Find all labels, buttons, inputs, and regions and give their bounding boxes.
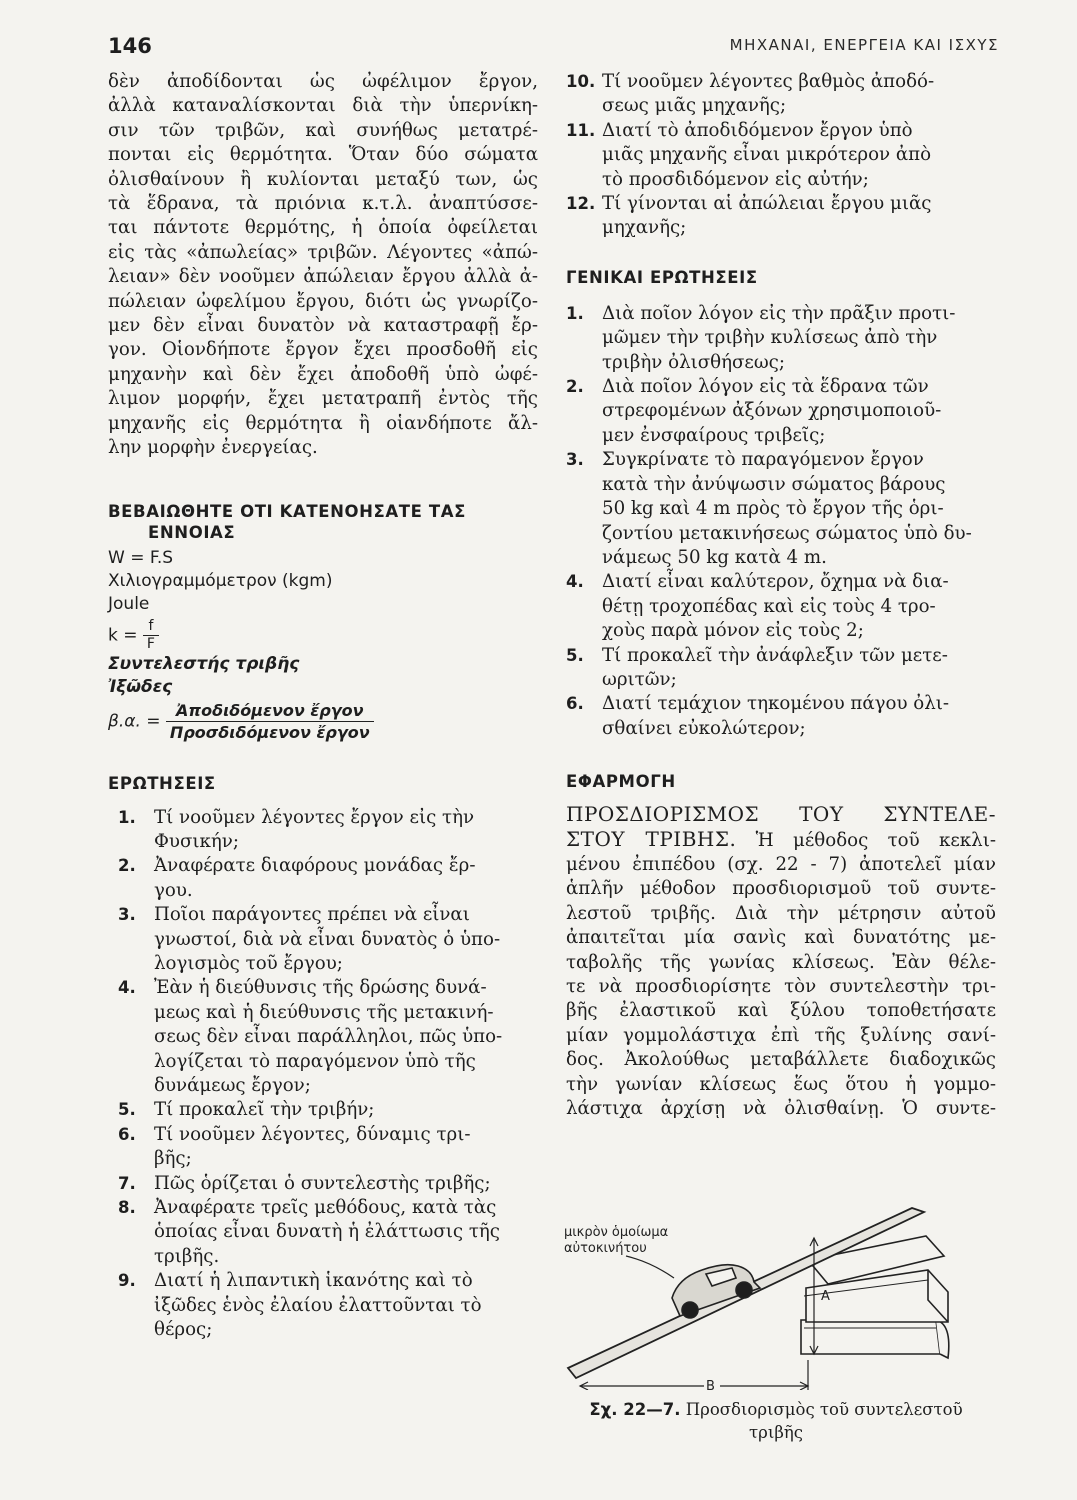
figure-label-line1: μικρὸν ὁμοίωμα — [564, 1225, 669, 1240]
unit-joule: Joule — [108, 593, 150, 614]
question-item: 5. Τί προκαλεῖ τὴν τριβήν; — [118, 1099, 375, 1121]
work-formula: W = F.S — [108, 547, 174, 568]
intro-line: γον. Οἱονδήποτε ἔργον ἔχει προσδοθῆ εἰς — [108, 339, 538, 361]
question-item: 9. Διατί ἡ λιπαντικὴ ἱκανότης καὶ τὸ ἰξῶδες ἑνὸς ἐλαίου ἐλαττοῦνται τὸ θέρος; — [118, 1270, 482, 1341]
general-questions-heading: ΓΕΝΙΚΑΙ ΕΡΩΤΗΣΕΙΣ — [566, 267, 758, 287]
question-item: 10. Τί νοοῦμεν λέγοντες βαθμὸς ἀποδό- σεως μιᾶς μηχανῆς; — [566, 71, 935, 117]
application-title-line: ΠΡΟΣΔΙΟΡΙΣΜΟΣ ΤΟΥ ΣΥΝΤΕΛΕ- — [566, 802, 996, 827]
left-column — [108, 70, 538, 1342]
intro-line: ὀλισθαίνουν ἢ κυλίονται μεταξύ των, ὡς — [108, 168, 538, 190]
intro-line: δὲν ἀποδίδονται ὡς ὠφέλιμον ἔργον, — [108, 71, 538, 92]
general-question-item: 1. Διὰ ποῖον λόγον εἰς τὴν πρᾶξιν προτι- μῶμεν τὴν τριβὴν κυλίσεως ἀπὸ τὴν τριβὴν ὀλισθήσεως; — [566, 302, 956, 373]
concepts-heading: ΒΕΒΑΙΩΘΗΤΕ ΟΤΙ ΚΑΤΕΝΟΗΣΑΤΕ ΤΑΣ ΕΝΝΟΙΑΣ — [108, 501, 466, 542]
page-number: 146 — [108, 34, 152, 58]
application-line: βῆς ἐλαστικοῦ καὶ ξύλου τοποθετήσατε — [566, 1000, 996, 1022]
application-line: λάστιχα ἀρχίσῃ νὰ ὀλισθαίνῃ. Ὁ συντε- — [566, 1098, 996, 1120]
questions-heading: ΕΡΩΤΗΣΕΙΣ — [108, 773, 216, 793]
figure-caption — [556, 1398, 996, 1444]
running-title: ΜΗΧΑΝΑΙ, ΕΝΕΡΓΕΙΑ ΚΑΙ ΙΣΧΥΣ — [729, 36, 999, 54]
figure-label-line2: αὐτοκινήτου — [564, 1241, 647, 1256]
general-questions-list — [566, 302, 996, 741]
intro-line: μεν δὲν εἶναι δυνατὸν νὰ καταστραφῇ ἔρ- — [108, 315, 538, 337]
questions-list — [118, 806, 538, 1343]
caption-line2: τριβῆς — [749, 1423, 803, 1442]
application-heading: ΕΦΑΡΜΟΓΗ — [566, 772, 676, 792]
application-line: τὴν γωνίαν κλίσεως ἕως ὅτου ἡ γομμο- — [566, 1073, 996, 1095]
intro-line: σιν τῶν τριβῶν, καὶ συνήθως μετατρέ- — [108, 119, 538, 141]
intro-line: μηχανῆς εἰς θερμότητα ἢ οἱανδήποτε ἄλ- — [108, 412, 538, 434]
figure-leader-line — [626, 1256, 674, 1278]
application-text — [566, 802, 996, 1121]
general-question-item: 2. Διὰ ποῖον λόγον εἰς τὰ ἕδρανα τῶν στρεφομένων ἀξόνων χρησιμοποιοῦ- μεν ἐνσφαίρους τριβεῖς; — [566, 376, 942, 446]
inclined-plane-figure — [556, 1200, 996, 1390]
question-item: 11. Διατί τὸ ἀποδιδόμενον ἔργον ὑπὸ μιᾶς μηχανῆς εἶναι μικρότερον ἀπὸ τὸ προσδιδόμενον εἰς αὐτήν; — [566, 119, 932, 190]
intro-line: λιμον μορφήν, ἔχει μετατραπῆ ἐντὸς τῆς — [108, 388, 538, 410]
application-line: ἀπαιτεῖται μία σανὶς καὶ δυνατότης με- — [566, 927, 996, 949]
intro-line: ται πάντοτε θερμότης, ἡ ὁποία ὀφείλεται — [108, 217, 538, 239]
intro-line: ἀλλὰ καταναλίσκονται διὰ τὴν ὑπερνίκη- — [108, 95, 538, 117]
intro-line: λειαν» δὲν νοοῦμεν ἀπώλειαν ἔργου ἀλλὰ ἀ- — [108, 266, 538, 288]
question-item: 6. Τί νοοῦμεν λέγοντες, δύναμις τρι- βῆς; — [118, 1123, 471, 1170]
application-line: λεστοῦ τριβῆς. Διὰ τὴν μέτρησιν αὐτοῦ — [566, 902, 996, 924]
label-a: A — [821, 1289, 830, 1304]
question-item: 3. Ποῖοι παράγοντες πρέπει νὰ εἶναι γνωστοί, διὰ νὰ εἶναι δυνατὸς ὁ ὑπο- λογισμὸς τοῦ ἔργου; — [118, 904, 501, 974]
questions-list-continued — [566, 70, 996, 241]
efficiency-fraction: $\frac{\text{Ἀποδιδόμενον ἔργον}}{\text{Προσδιδόμενον ἔργον}}$ — [166, 700, 374, 743]
question-item: 4. Ἐὰν ἡ διεύθυνσις τῆς δρώσης δυνά- μεως καὶ ἡ διεύθυνσις τῆς μετακινή- σεως δὲν εἶναι παράλληλοι, πῶς ὑπο- λογίζεται τὸ παραγόμενον ὑπὸ τῆς δυνάμεως ἔργον; — [118, 977, 503, 1096]
viscosity-term: Ἰξῶδες — [108, 676, 173, 697]
general-question-item: 5. Τί προκαλεῖ τὴν ἀνάφλεξιν τῶν μετε- ωριτῶν; — [566, 644, 948, 690]
application-title-line2: ΣΤΟΥ ΤΡΙΒΗΣ. Ἡ μέθοδος τοῦ κεκλι- — [566, 826, 996, 851]
application-line: δος. Ἀκολούθως μεταβάλλετε διαδοχικῶς — [566, 1049, 996, 1071]
intro-line: πώλειαν ὠφελίμου ἔργου, διότι ὡς γνωρίζο- — [108, 290, 538, 312]
application-section — [566, 771, 996, 1121]
friction-coefficient-term: Συντελεστής τριβῆς — [108, 653, 300, 674]
k-fraction: $\frac{f}{F}$ — [143, 618, 159, 653]
application-line: μίαν γομμολάστιχα ἐπὶ τῆς ξυλίνης σανί- — [566, 1024, 996, 1046]
right-column — [566, 70, 996, 1121]
general-question-item: 4. Διατί εἶναι καλύτερον, ὄχημα νὰ δια- θέτῃ τροχοπέδας καὶ εἰς τοὺς 4 τρο- χοὺς παρὰ μόνον εἰς τοὺς 2; — [566, 571, 949, 642]
application-line: ἁπλῆν μέθοδον προσδιορισμοῦ τοῦ συντε- — [566, 878, 996, 900]
question-item: 2. Ἀναφέρατε διαφόρους μονάδας ἔρ- γου. — [118, 855, 476, 901]
concepts-list — [108, 547, 538, 743]
intro-paragraph — [108, 70, 538, 461]
unit-kgm: Χιλιογραμμόμετρον (kgm) — [108, 570, 333, 591]
questions-section — [108, 773, 538, 1343]
concepts-section — [108, 501, 538, 743]
intro-line: πονται εἰς θερμότητα. Ὅταν δύο σώματα — [108, 144, 538, 166]
dimension-b — [580, 1360, 808, 1390]
application-line: ταβολῆς τῆς γωνίας κλίσεως. Ἐὰν θέλε- — [566, 951, 996, 973]
question-item: 7. Πῶς ὁρίζεται ὁ συντελεστὴς τριβῆς; — [118, 1172, 491, 1194]
label-b: B — [706, 1379, 715, 1390]
general-question-item: 3. Συγκρίνατε τὸ παραγόμενον ἔργον κατὰ τὴν ἀνύψωσιν σώματος βάρους 50 kg καὶ 4 m πρὸς τὸ ἔργον τῆς ὁρι- ζοντίου μετακινήσεως σώματος ὑπὸ δυ- νάμεως 50 kg κατὰ 4 m. — [566, 449, 972, 568]
application-line: τε νὰ προσδιορίσητε τὸν συντελεστὴν τρι- — [566, 976, 996, 997]
intro-line: τὰ ἕδρανα, τὰ πριόνια κ.τ.λ. ἀναπτύσσε- — [108, 193, 538, 215]
k-formula: k = $\frac{f}{F}$ — [108, 618, 538, 653]
intro-line: εἰς τὰς «ἀπωλείας» τριβῶν. Λέγοντες «ἀπώ- — [108, 241, 538, 263]
question-item: 1. Τί νοοῦμεν λέγοντες ἔργον εἰς τὴν Φυσικήν; — [118, 806, 475, 852]
application-line: μένου ἐπιπέδου (σχ. 22 - 7) ἀποτελεῖ μίαν — [566, 853, 996, 875]
caption-line1: Προσδιορισμὸς τοῦ συντελεστοῦ — [685, 1400, 963, 1419]
intro-line: λην μορφὴν ἐνεργείας. — [108, 437, 318, 459]
caption-number: Σχ. 22—7. — [589, 1400, 681, 1419]
general-question-item: 6. Διατί τεμάχιον τηκομένου πάγου ὀλι- σθαίνει εὐκολώτερον; — [566, 693, 950, 739]
question-item: 12. Τί γίνονται αἱ ἀπώλειαι ἔργου μιᾶς μηχανῆς; — [566, 193, 932, 239]
intro-line: μηχανὴν καὶ δὲν ἔχει ἀποδοθῆ ὑπὸ ὠφέ- — [108, 363, 538, 385]
efficiency-formula: β.α. = $\frac{\text{Ἀποδιδόμενον ἔργον}}{\text{Προσδιδόμενον ἔργον}}$ — [108, 700, 538, 743]
general-questions-section — [566, 267, 996, 741]
question-item: 8. Ἀναφέρατε τρεῖς μεθόδους, κατὰ τὰς ὁποίας εἶναι δυνατὴ ἡ ἐλάττωσις τῆς τριβῆς. — [118, 1197, 500, 1267]
